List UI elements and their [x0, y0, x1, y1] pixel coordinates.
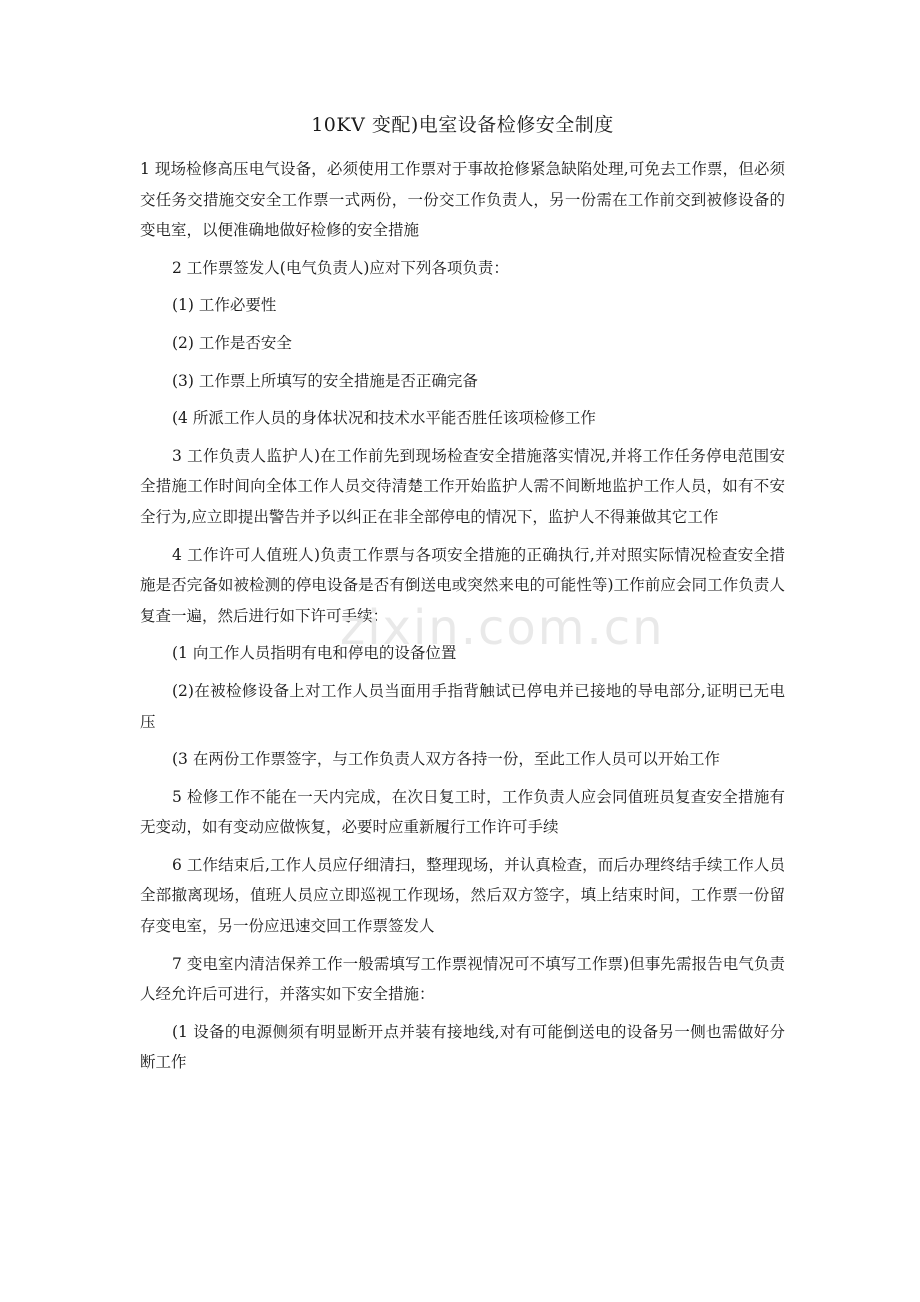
paragraph: 4 工作许可人值班人)负责工作票与各项安全措施的正确执行,并对照实际情况检查安全措施是否完备如被检测的停电设备是否有倒送电或突然来电的可能性等)工作前应会同工作负责人复查一遍，然后进行如下许可手续：	[140, 545, 785, 625]
paragraph: (3) 工作票上所填写的安全措施是否正确完备	[172, 371, 478, 390]
paragraph: (1 向工作人员指明有电和停电的设备位置	[172, 644, 457, 663]
paragraph: (3 在两份工作票签字，与工作负责人双方各持一份，至此工作人员可以开始工作	[172, 750, 720, 769]
paragraph: (4 所派工作人员的身体状况和技术水平能否胜任该项检修工作	[172, 409, 596, 428]
paragraph: 3 工作负责人监护人)在工作前先到现场检查安全措施落实情况,并将工作任务停电范围安全措施工作时间向全体工作人员交待清楚工作开始监护人需不间断地监护工作人员，如有不安全行为,应立即提出警告并予以纠正在非全部停电的情况下，监护人不得兼做其它工作	[140, 446, 785, 526]
paragraph: (1 设备的电源侧须有明显断开点并装有接地线,对有可能倒送电的设备另一侧也需做好分断工作	[140, 1022, 785, 1072]
paragraph: 7 变电室内清洁保养工作一般需填写工作票视情况可不填写工作票)但事先需报告电气负责人经允许后可进行，并落实如下安全措施：	[140, 954, 785, 1004]
document-page	[140, 108, 785, 1085]
paragraph: (1) 工作必要性	[172, 296, 277, 315]
watermark-text: zixin.com.cn	[340, 600, 665, 656]
document-body	[140, 154, 785, 1078]
paragraph: (2)在被检修设备上对工作人员当面用手指背触试已停电并已接地的导电部分,证明已无电压	[140, 681, 785, 731]
paragraph: 2 工作票签发人(电气负责人)应对下列各项负责：	[172, 258, 509, 277]
paragraph: 6 工作结束后,工作人员应仔细清扫，整理现场，并认真检查，而后办理终结手续工作人员全部撤离现场，值班人员应立即巡视工作现场，然后双方签字，填上结束时间，工作票一份留存变电室，另一份应迅速交回工作票签发人	[140, 855, 785, 936]
paragraph: (2) 工作是否安全	[172, 333, 292, 352]
document-title: 10KV 变配)电室设备检修安全制度	[311, 114, 614, 136]
paragraph: 5 检修工作不能在一天内完成，在次日复工时，工作负责人应会同值班员复查安全措施有无变动，如有变动应做恢复，必要时应重新履行工作许可手续	[140, 787, 785, 837]
paragraph: 1 现场检修高压电气设备，必须使用工作票对于事故抢修紧急缺陷处理,可免去工作票，但必须交任务交措施交安全工作票一式两份，一份交工作负责人，另一份需在工作前交到被修设备的变电室，以便准确地做好检修的安全措施	[140, 160, 785, 240]
